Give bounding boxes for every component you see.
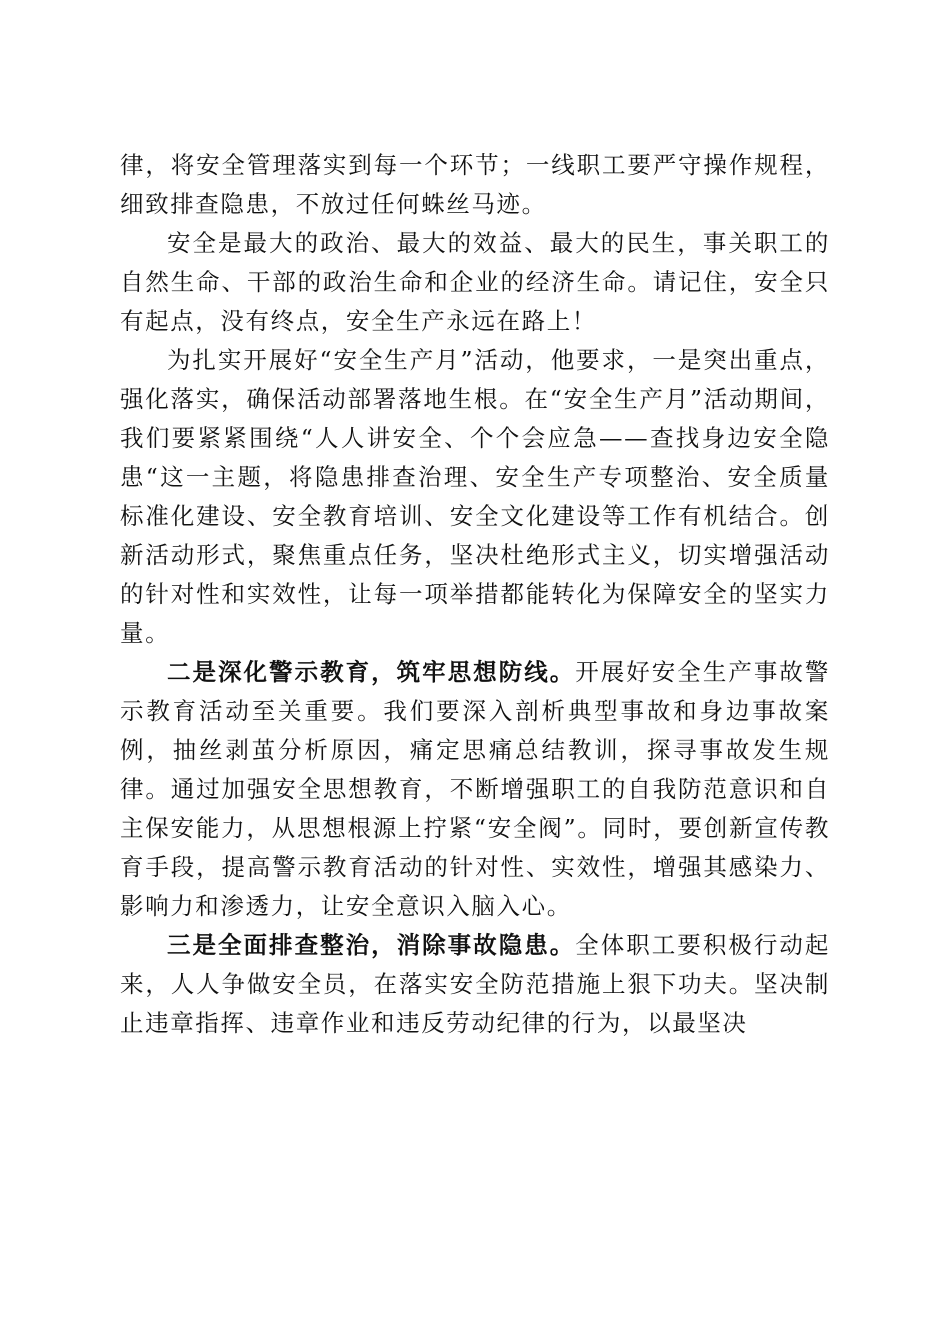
paragraph-safety-month-requirements: [120, 341, 830, 653]
paragraph-warning-education: [120, 653, 830, 926]
paragraph-continuation: [120, 146, 830, 224]
paragraph-text: 为扎实开展好“安全生产月”活动，他要求，一是突出重点，强化落实，确保活动部署落地生根。在“安全生产月”活动期间，我们要紧紧围绕“人人讲安全、个个会应急——查找身边安全隐患“这一主题，将隐患排查治理、安全生产专项整治、安全质量标准化建设、安全教育培训、安全文化建设等工作有机结合。创新活动形式，聚焦重点任务，坚决杜绝形式主义，切实增强活动的针对性和实效性，让每一项举措都能转化为保障安全的坚实力量。: [120, 346, 830, 647]
paragraph-text: 安全是最大的政治、最大的效益、最大的民生，事关职工的自然生命、干部的政治生命和企业的经济生命。请记住，安全只有起点，没有终点，安全生产永远在路上！: [120, 229, 830, 335]
paragraph-safety-importance: [120, 224, 830, 341]
paragraph-text: 律，将安全管理落实到每一个环节；一线职工要严守操作规程，细致排查隐患，不放过任何蛛丝马迹。: [120, 151, 830, 218]
document-body: [120, 146, 830, 1043]
paragraph-text: 全体职工要积极行动起来，人人争做安全员，在落实安全防范措施上狠下功夫。坚决制止违章指挥、违章作业和违反劳动纪律的行为，以最坚决: [120, 931, 830, 1037]
paragraph-text: 开展好安全生产事故警示教育活动至关重要。我们要深入剖析典型事故和身边事故案例，抽丝剥茧分析原因，痛定思痛总结教训，探寻事故发生规律。通过加强安全思想教育，不断增强职工的自我防范意识和自主保安能力，从思想根源上拧紧“安全阀”。同时，要创新宣传教育手段，提高警示教育活动的针对性、实效性，增强其感染力、影响力和渗透力，让安全意识入脑入心。: [120, 658, 830, 920]
paragraph-hazard-inspection: [120, 926, 830, 1043]
paragraph-lead-heading: 三是全面排查整治，消除事故隐患。: [167, 931, 576, 959]
paragraph-lead-heading: 二是深化警示教育，筑牢思想防线。: [167, 658, 576, 686]
